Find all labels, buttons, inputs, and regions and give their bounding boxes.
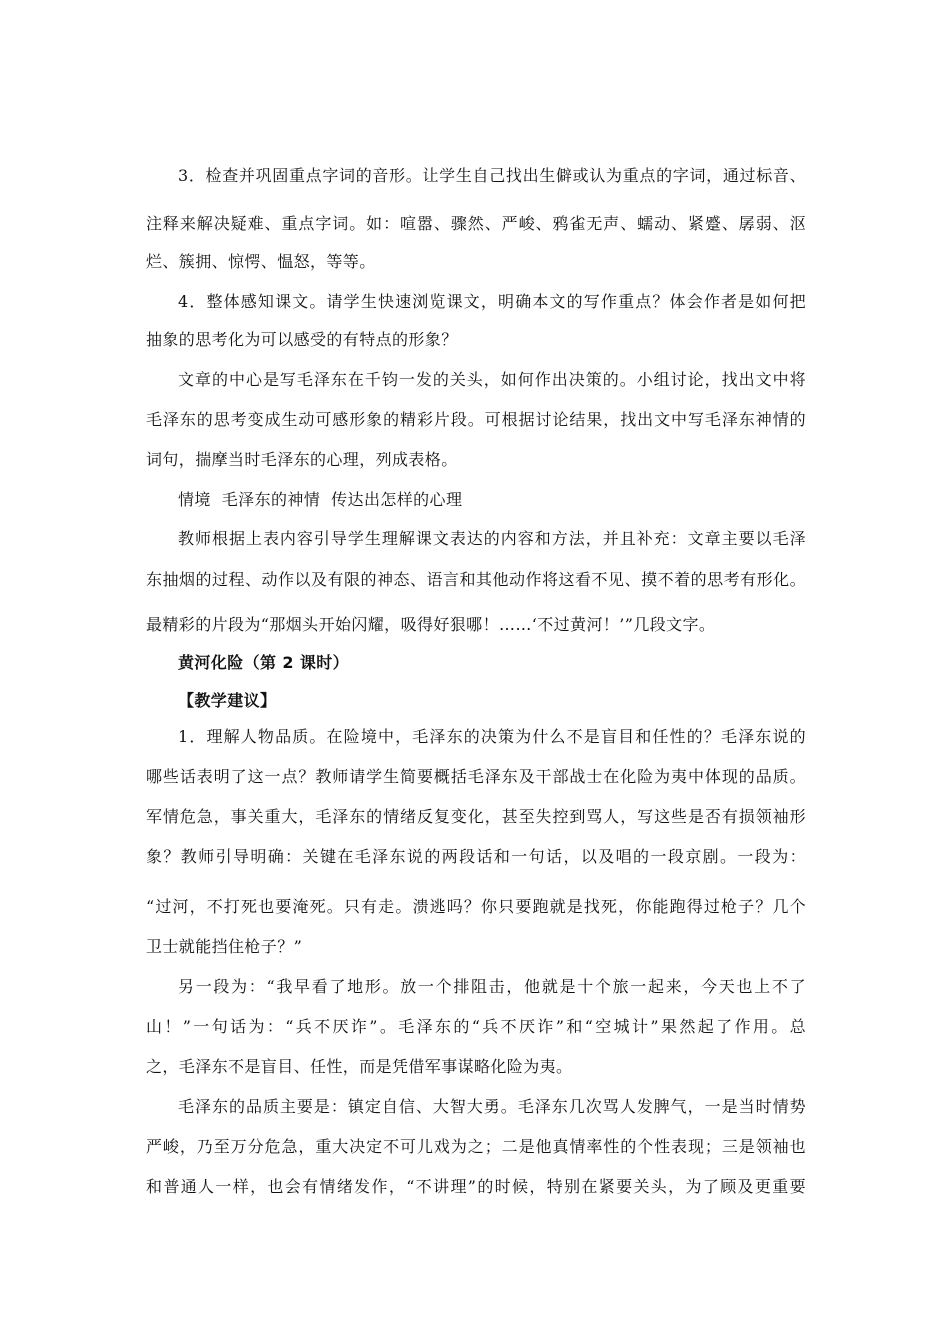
- table-header-line: 情境 毛泽东的神情 传达出怎样的心理: [178, 490, 463, 509]
- paragraph-line: 3．检查并巩固重点字词的音形。让学生自己找出生僻或认为重点的字词，通过标音、: [178, 166, 806, 185]
- paragraph-line: 哪些话表明了这一点？教师请学生简要概括毛泽东及干部战士在化险为夷中体现的品质。: [146, 767, 806, 786]
- paragraph-line: 东抽烟的过程、动作以及有限的神态、语言和其他动作将这看不见、摸不着的思考有形化。: [146, 570, 806, 589]
- paragraph-line: “过河，不打死也要淹死。只有走。溃逃吗？你只要跑就是找死，你能跑得过枪子？几个: [146, 897, 806, 916]
- paragraph-line: 山！”一句话为：“兵不厌诈”。毛泽东的“兵不厌诈”和“空城计”果然起了作用。总: [146, 1017, 806, 1036]
- paragraph-line: 卫士就能挡住枪子？”: [146, 937, 303, 956]
- paragraph-line: 毛泽东的思考变成生动可感形象的精彩片段。可根据讨论结果，找出文中写毛泽东神情的: [146, 410, 806, 429]
- paragraph-line: 文章的中心是写毛泽东在千钧一发的关头，如何作出决策的。小组讨论，找出文中将: [178, 370, 806, 389]
- paragraph-line: 注释来解决疑难、重点字词。如：喧嚣、骤然、严峻、鸦雀无声、蠕动、紧蹙、孱弱、沤: [146, 214, 806, 233]
- paragraph-line: 教师根据上表内容引导学生理解课文表达的内容和方法，并且补充：文章主要以毛泽: [178, 529, 806, 548]
- paragraph-line: 1．理解人物品质。在险境中，毛泽东的决策为什么不是盲目和任性的？毛泽东说的: [178, 727, 806, 746]
- paragraph-line: 象？教师引导明确：关键在毛泽东说的两段话和一句话，以及唱的一段京剧。一段为：: [146, 847, 806, 866]
- section-heading: 黄河化险（第 2 课时）: [178, 653, 350, 672]
- paragraph-line: 烂、簇拥、惊愕、愠怒，等等。: [146, 252, 376, 271]
- paragraph-line: 另一段为：“我早看了地形。放一个排阻击，他就是十个旅一起来，今天也上不了: [178, 977, 806, 996]
- paragraph-line: 毛泽东的品质主要是：镇定自信、大智大勇。毛泽东几次骂人发脾气，一是当时情势: [178, 1097, 806, 1116]
- paragraph-line: 严峻，乃至万分危急，重大决定不可儿戏为之；二是他真情率性的个性表现；三是领袖也: [146, 1137, 806, 1156]
- paragraph-line: 之，毛泽东不是盲目、任性，而是凭借军事谋略化险为夷。: [146, 1057, 573, 1076]
- paragraph-line: 抽象的思考化为可以感受的有特点的形象？: [146, 330, 458, 349]
- paragraph-line: 军情危急，事关重大，毛泽东的情绪反复变化，甚至失控到骂人，写这些是否有损领袖形: [146, 807, 806, 826]
- paragraph-line: 4．整体感知课文。请学生快速浏览课文，明确本文的写作重点？体会作者是如何把: [178, 292, 806, 311]
- section-subheading: 【教学建议】: [178, 691, 277, 710]
- paragraph-line: 词句，揣摩当时毛泽东的心理，列成表格。: [146, 450, 458, 469]
- paragraph-line: 和普通人一样，也会有情绪发作，“不讲理”的时候，特别在紧要关头，为了顾及更重要: [146, 1177, 806, 1196]
- paragraph-line: 最精彩的片段为“那烟头开始闪耀，吸得好狠哪！……‘不过黄河！’”几段文字。: [146, 615, 716, 634]
